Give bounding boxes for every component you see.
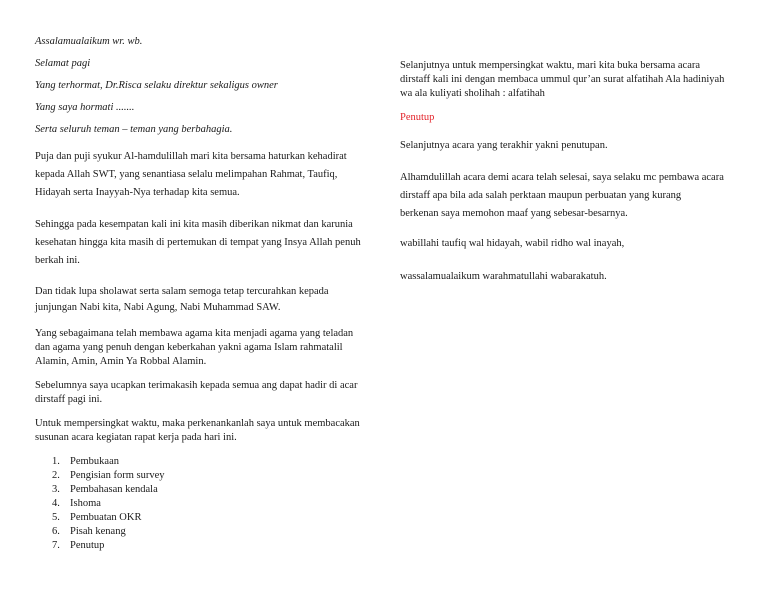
paragraph-susunan-line-1: Untuk mempersingkat waktu, maka perkenankanlah saya untuk membacakan xyxy=(35,418,360,429)
paragraph-kesempatan-line-2: kesehatan hingga kita masih di pertemukan di tempat yang Insya Allah penuh xyxy=(35,237,361,248)
paragraph-puji-line-3: Hidayah serta Inayyah-Nya terhadap kita semua. xyxy=(35,187,240,198)
agenda-number: 4. xyxy=(52,498,60,509)
paragraph-alfatihah-line-1: Selanjutnya untuk mempersingkat waktu, mari kita buka bersama acara xyxy=(400,60,701,71)
paragraph-agama-line-3: Alamin, Amin, Amin Ya Robbal Alamin. xyxy=(35,356,207,367)
agenda-text: Pembuatan OKR xyxy=(70,512,142,523)
paragraph-susunan-line-2: susunan acara kegiatan rapat kerja pada hari ini. xyxy=(35,432,237,443)
paragraph-penutupan: Selanjutnya acara yang terakhir yakni penutupan. xyxy=(400,140,608,151)
section-heading-penutup: Penutup xyxy=(400,112,435,123)
greeting-teman: Serta seluruh teman – teman yang berbahagia. xyxy=(35,124,233,135)
agenda-text: Pisah kenang xyxy=(70,526,126,537)
greeting-hormati: Yang saya hormati ....... xyxy=(35,102,135,113)
paragraph-sholawat-line-1: Dan tidak lupa sholawat serta salam semoga tetap tercurahkan kepada xyxy=(35,286,329,297)
paragraph-alfatihah-line-3: wa ala kuliyati sholihah : alfatihah xyxy=(400,88,545,99)
paragraph-alhamdulillah-line-1: Alhamdulillah acara demi acara telah selesai, saya selaku mc pembawa acara xyxy=(400,172,724,183)
paragraph-wabillahi: wabillahi taufiq wal hidayah, wabil ridho wal inayah, xyxy=(400,238,625,249)
greeting-salam: Assalamualaikum wr. wb. xyxy=(35,36,143,47)
agenda-number: 5. xyxy=(52,512,60,523)
agenda-text: Ishoma xyxy=(70,498,101,509)
agenda-number: 3. xyxy=(52,484,60,495)
paragraph-puji-line-1: Puja dan puji syukur Al-hamdulillah mari kita bersama haturkan kehadirat xyxy=(35,151,347,162)
agenda-text: Pembukaan xyxy=(70,456,119,467)
paragraph-terimakasih-line-1: Sebelumnya saya ucapkan terimakasih kepada semua ang dapat hadir di acar xyxy=(35,380,358,391)
paragraph-sholawat-line-2: junjungan Nabi kita, Nabi Agung, Nabi Muhammad SAW. xyxy=(35,302,281,313)
agenda-text: Pembahasan kendala xyxy=(70,484,158,495)
paragraph-agama-line-2: dan agama yang penuh dengan keberkahan yakni agama Islam rahmatalil xyxy=(35,342,343,353)
paragraph-alfatihah-line-2: dirstaff kali ini dengan membaca ummul qur’an surat alfatihah Ala hadiniyah xyxy=(400,74,725,85)
agenda-number: 1. xyxy=(52,456,60,467)
agenda-text: Pengisian form survey xyxy=(70,470,165,481)
paragraph-alhamdulillah-line-2: dirstaff apa bila ada salah perktaan maupun perbuatan yang kurang xyxy=(400,190,682,201)
agenda-number: 7. xyxy=(52,540,60,551)
greeting-terhormat: Yang terhormat, Dr.Risca selaku direktur sekaligus owner xyxy=(35,80,278,91)
paragraph-alhamdulillah-line-3: berkenan saya memohon maaf yang sebesar-besarnya. xyxy=(400,208,628,219)
agenda-number: 2. xyxy=(52,470,60,481)
agenda-number: 6. xyxy=(52,526,60,537)
paragraph-wassalamualaikum: wassalamualaikum warahmatullahi wabarakatuh. xyxy=(400,271,607,282)
agenda-text: Penutup xyxy=(70,540,105,551)
paragraph-terimakasih-line-2: dirstaff pagi ini. xyxy=(35,394,103,405)
paragraph-kesempatan-line-1: Sehingga pada kesempatan kali ini kita masih diberikan nikmat dan karunia xyxy=(35,219,353,230)
paragraph-puji-line-2: kepada Allah SWT, yang senantiasa selalu melimpahan Rahmat, Taufiq, xyxy=(35,169,338,180)
paragraph-agama-line-1: Yang sebagaimana telah membawa agama kita menjadi agama yang teladan xyxy=(35,328,354,339)
greeting-selamat-pagi: Selamat pagi xyxy=(35,58,91,69)
paragraph-kesempatan-line-3: berkah ini. xyxy=(35,255,80,266)
